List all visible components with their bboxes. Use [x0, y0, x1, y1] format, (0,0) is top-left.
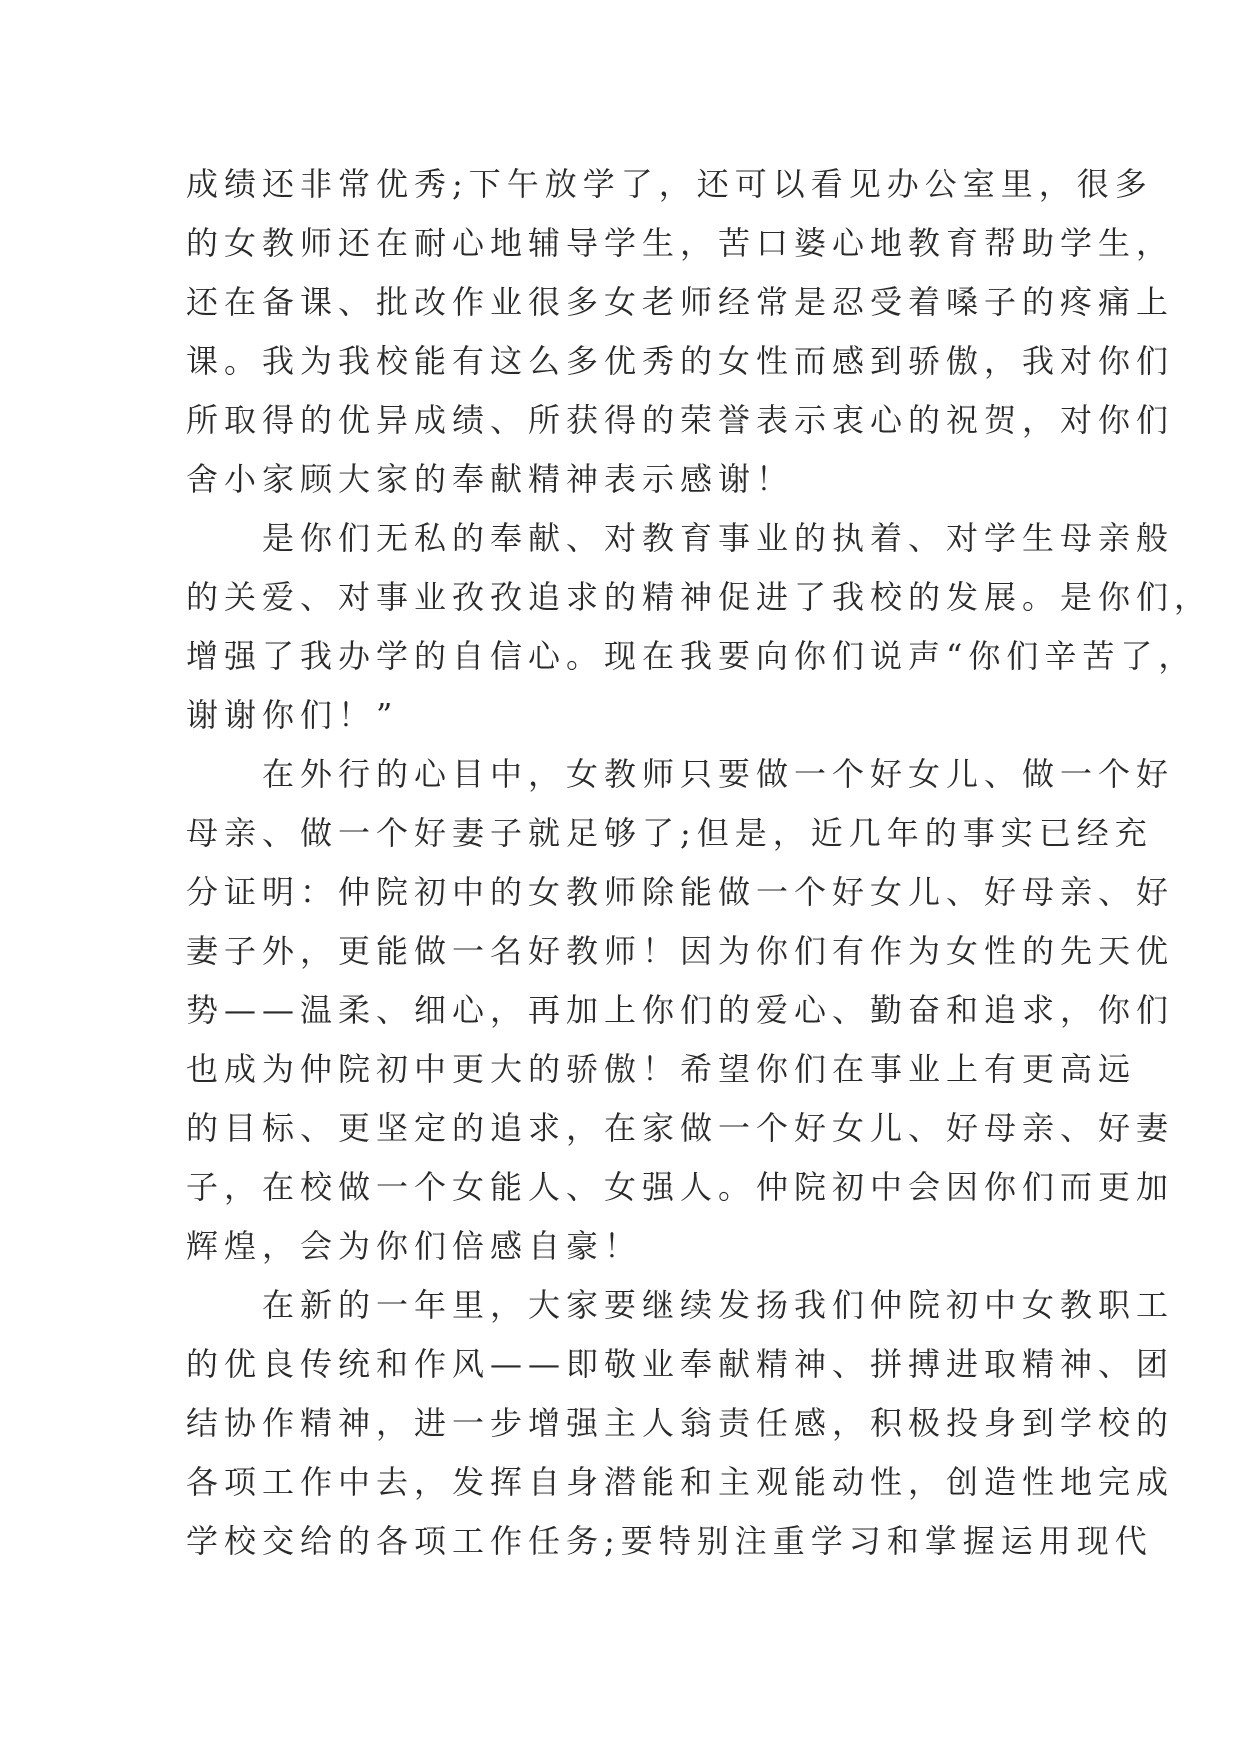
text-line-2: 的女教师还在耐心地辅导学生，苦口婆心地教育帮助学生， [186, 224, 1175, 262]
text-line-16: 也成为仲院初中更大的骄傲！希望你们在事业上有更高远 [186, 1050, 1137, 1088]
text-line-22: 结协作精神，进一步增强主人翁责任感，积极投身到学校的 [186, 1404, 1175, 1442]
text-line-19: 辉煌，会为你们倍感自豪！ [186, 1227, 643, 1265]
text-line-24: 学校交给的各项工作任务;要特别注重学习和掌握运用现代 [186, 1522, 1153, 1560]
text-line-3: 还在备课、批改作业很多女老师经常是忍受着嗓子的疼痛上 [186, 283, 1175, 321]
text-line-8: 的关爱、对事业孜孜追求的精神促进了我校的发展。是你们， [186, 578, 1213, 616]
text-line-12: 母亲、做一个好妻子就足够了;但是，近几年的事实已经充 [186, 814, 1153, 852]
text-line-5: 所取得的优异成绩、所获得的荣誉表示衷心的祝贺，对你们 [186, 401, 1175, 439]
text-line-7: 是你们无私的奉献、对教育事业的执着、对学生母亲般 [262, 519, 1175, 557]
document-body [186, 155, 1213, 1571]
text-line-20: 在新的一年里，大家要继续发扬我们仲院初中女教职工 [262, 1286, 1175, 1324]
text-line-15: 势——温柔、细心，再加上你们的爱心、勤奋和追求，你们 [186, 991, 1175, 1029]
text-line-14: 妻子外，更能做一名好教师！因为你们有作为女性的先天优 [186, 932, 1175, 970]
text-line-10: 谢谢你们！” [186, 696, 399, 734]
text-line-18: 子，在校做一个女能人、女强人。仲院初中会因你们而更加 [186, 1168, 1175, 1206]
text-line-4: 课。我为我校能有这么多优秀的女性而感到骄傲，我对你们 [186, 342, 1175, 380]
text-line-11: 在外行的心目中，女教师只要做一个好女儿、做一个好 [262, 755, 1175, 793]
text-line-1: 成绩还非常优秀;下午放学了，还可以看见办公室里，很多 [186, 165, 1153, 203]
text-line-21: 的优良传统和作风——即敬业奉献精神、拼搏进取精神、团 [186, 1345, 1175, 1383]
text-line-23: 各项工作中去，发挥自身潜能和主观能动性，创造性地完成 [186, 1463, 1175, 1501]
text-line-13: 分证明：仲院初中的女教师除能做一个好女儿、好母亲、好 [186, 873, 1175, 911]
text-line-9: 增强了我办学的自信心。现在我要向你们说声“你们辛苦了， [186, 637, 1197, 675]
text-line-17: 的目标、更坚定的追求，在家做一个好女儿、好母亲、好妻 [186, 1109, 1175, 1147]
text-line-6: 舍小家顾大家的奉献精神表示感谢！ [186, 460, 795, 498]
